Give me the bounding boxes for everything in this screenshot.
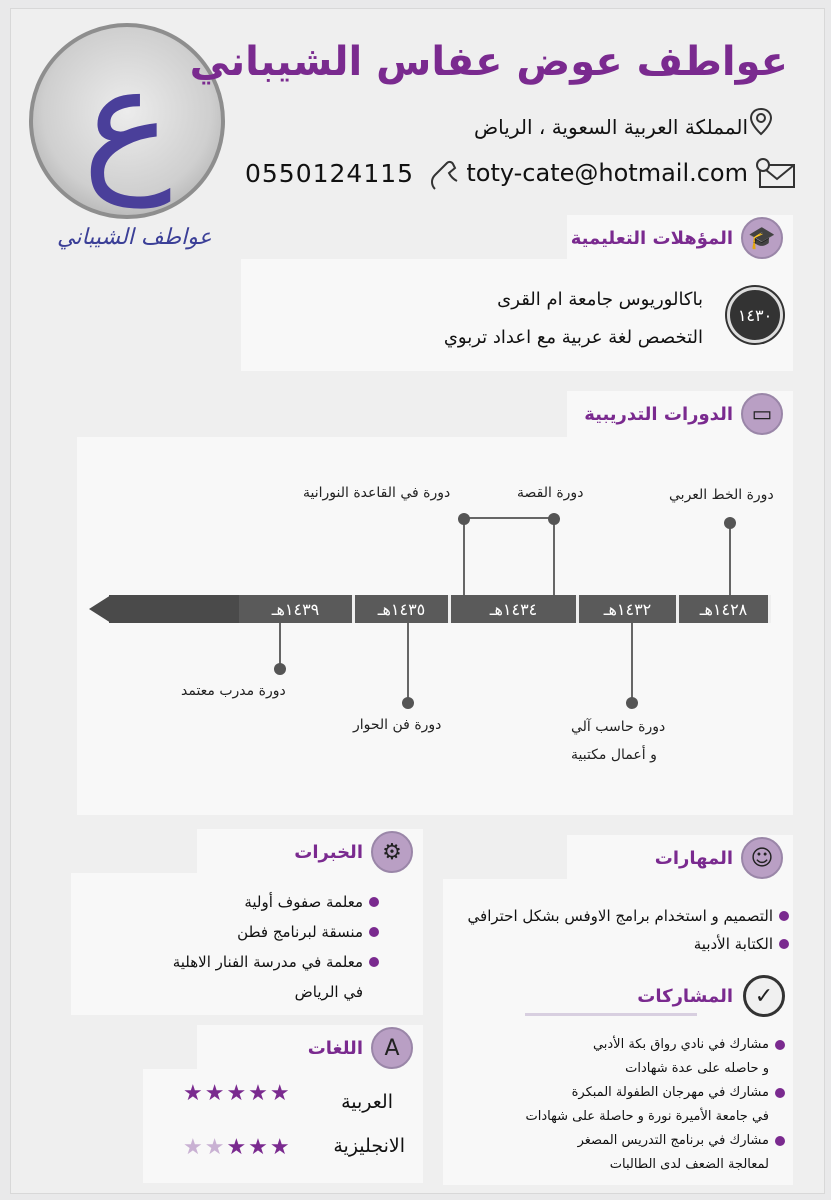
timeline-dot [458, 513, 470, 525]
connector-line [279, 623, 281, 667]
divider [525, 1013, 697, 1016]
experience-item [237, 923, 379, 941]
connector-line [463, 517, 555, 519]
signature: عواطف الشيباني [57, 225, 212, 250]
bullet [779, 911, 789, 921]
participation-text: و حاصله على عدة شهادات [625, 1061, 769, 1076]
education-title: المؤهلات التعليمية [570, 227, 733, 249]
participation-text: في جامعة الأميرة نورة و حاصلة على شهادات [525, 1109, 769, 1124]
participation-text: لمعالجة الضعف لدى الطالبات [609, 1157, 769, 1172]
email-icon [754, 157, 798, 191]
skill-text: الكتابة الأدبية [693, 935, 773, 953]
skill-item [468, 907, 789, 925]
brain-gear-icon: ☺ [741, 837, 783, 879]
participation-item [610, 1157, 769, 1172]
languages-panel [143, 1069, 423, 1183]
connector-line [729, 523, 731, 595]
languages-tab [197, 1025, 423, 1075]
education-degree: باكالوريوس جامعة ام القرى [497, 289, 703, 310]
timeline-dot [548, 513, 560, 525]
bullet [775, 1136, 785, 1146]
timeline-year-2: ١٤٣٢هـ [579, 595, 679, 623]
experience-text: معلمة صفوف أولية [244, 893, 363, 911]
phone-text[interactable]: 0550124115 [245, 159, 415, 188]
participation-text: مشارك في برنامج التدريس المصغر [577, 1133, 769, 1148]
experience-tab [197, 829, 423, 879]
phone-icon [427, 159, 463, 193]
timeline-year-1: ١٤٢٨هـ [679, 595, 771, 623]
timeline-dot [402, 697, 414, 709]
bullet [369, 927, 379, 937]
course-calligraphy: دورة الخط العربي [669, 487, 774, 503]
bullet [775, 1088, 785, 1098]
participation-item [578, 1133, 785, 1148]
email-text[interactable]: toty-cate@hotmail.com [466, 159, 748, 187]
bullet [369, 957, 379, 967]
location-text: المملكة العربية السعوية ، الرياض [474, 115, 748, 139]
bullet [779, 939, 789, 949]
course-story: دورة القصة [517, 485, 584, 501]
language-name-arabic: العربية [341, 1091, 393, 1113]
timeline-year-3: ١٤٣٤هـ [451, 595, 579, 623]
education-major: التخصص لغة عربية مع اعداد تربوي [443, 327, 703, 348]
course-noorania: دورة في القاعدة النورانية [303, 485, 451, 501]
person-name: عواطف عوض عفاس الشيباني [189, 39, 788, 85]
education-panel [241, 259, 793, 371]
course-certified-trainer: دورة مدرب معتمد [181, 683, 286, 699]
course-dialogue: دورة فن الحوار [353, 717, 442, 733]
certificate-icon: ▭ [741, 393, 783, 435]
participation-item [526, 1109, 769, 1124]
participation-text: مشارك في مهرجان الطفولة المبكرة [571, 1085, 769, 1100]
language-name-english: الانجليزية [333, 1135, 405, 1157]
experience-text: في الرياض [294, 983, 363, 1001]
connector-line [553, 523, 555, 595]
bullet [775, 1040, 785, 1050]
translate-icon: A [371, 1027, 413, 1069]
language-rating-arabic: ★★★★★ [183, 1081, 292, 1106]
participations-title: المشاركات [637, 985, 733, 1007]
timeline-segments [109, 595, 771, 623]
timeline-year-4: ١٤٣٥هـ [355, 595, 451, 623]
courses-tab [567, 391, 793, 441]
languages-title: اللغات [307, 1037, 363, 1059]
skills-title: المهارات [654, 847, 733, 869]
location-icon [748, 107, 774, 133]
course-computer: دورة حاسب آلي [571, 719, 666, 735]
skill-item [694, 935, 789, 953]
logo-letter: ع [82, 34, 172, 208]
timeline-dot [626, 697, 638, 709]
timeline-dot [724, 517, 736, 529]
connector-line [407, 623, 409, 699]
timeline-dot [274, 663, 286, 675]
courses-title: الدورات التدريبية [584, 403, 733, 425]
experience-panel [71, 873, 423, 1015]
resume-page [10, 8, 825, 1194]
participation-item [593, 1037, 785, 1052]
participations-header [637, 975, 785, 1017]
skills-panel [443, 879, 793, 1185]
participation-item [625, 1061, 769, 1076]
experience-text: معلمة في مدرسة الفنار الاهلية [172, 953, 363, 971]
language-rating-english: ★★★★★ [183, 1135, 292, 1160]
bullet [369, 897, 379, 907]
connector-line [631, 623, 633, 699]
courses-panel [77, 437, 793, 815]
experience-item [295, 983, 363, 1001]
timeline-year-5: ١٤٣٩هـ [239, 595, 355, 623]
skills-tab [567, 835, 793, 885]
education-year: ١٤٣٠ [727, 287, 783, 343]
participation-item [572, 1085, 785, 1100]
course-office-work: و أعمال مكتبية [571, 747, 657, 763]
experience-title: الخبرات [294, 841, 363, 863]
connector-line [463, 523, 465, 595]
experience-item [244, 893, 379, 911]
participation-text: مشارك في نادي رواق بكة الأدبي [592, 1037, 769, 1052]
gear-head-icon: ⚙ [371, 831, 413, 873]
experience-text: منسقة لبرنامج فطن [237, 923, 363, 941]
checkmark-icon: ✓ [743, 975, 785, 1017]
experience-item [173, 953, 379, 971]
graduation-cap-icon: 🎓 [741, 217, 783, 259]
skill-text: التصميم و استخدام برامج الاوفس بشكل احترافي [467, 907, 773, 925]
education-tab [567, 215, 793, 265]
timeline-arrow [89, 595, 111, 623]
